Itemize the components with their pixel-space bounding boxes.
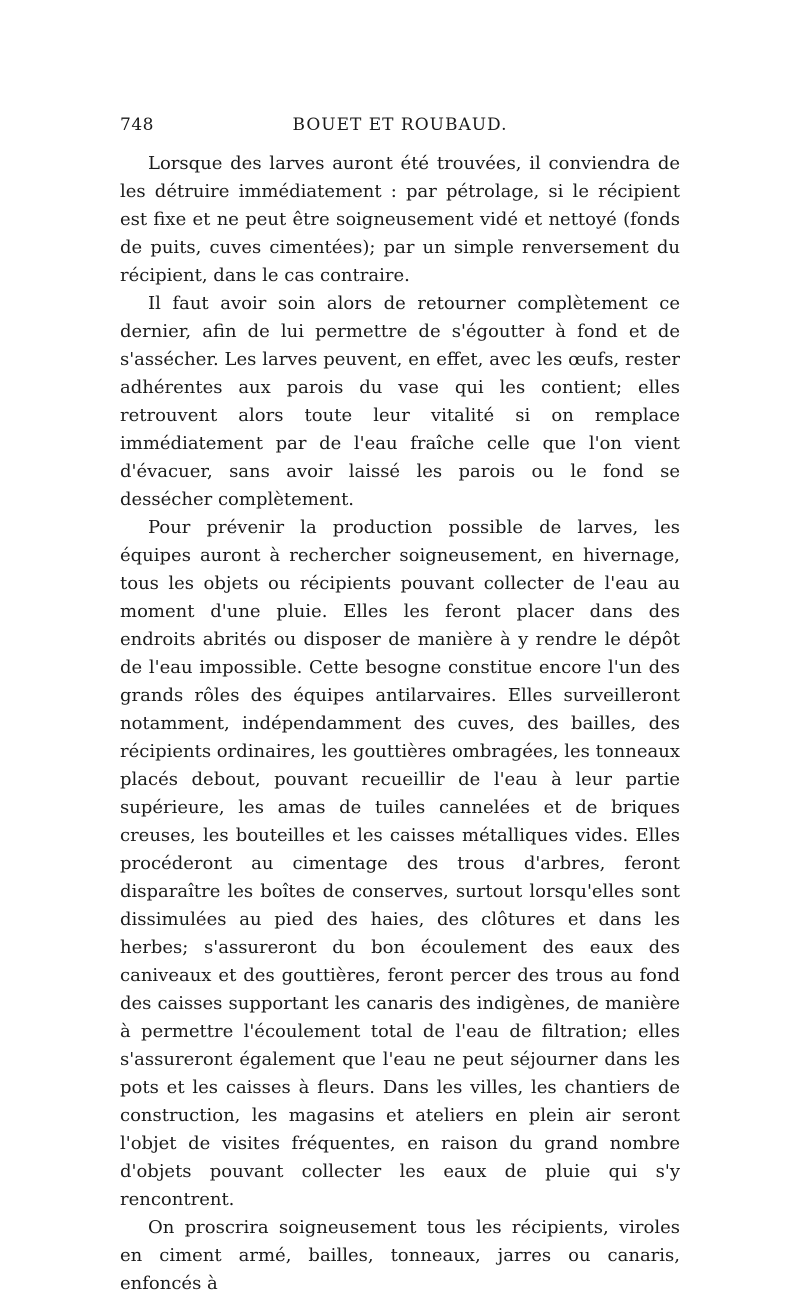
paragraph-3: Pour prévenir la production possible de larves, les équipes auront à rechercher soigneusement, en hivernage, tous les objets ou récipients pouvant collecter de l'eau au moment d'une pluie. Elles les feront placer dans des endroits abrités ou disposer de manière à y rendre le dépôt de l'eau impossible. Cette besogne constitue encore l'un des grands rôles des équipes antilarvaires. Elles surveilleront notamment, indépendamment des cuves, des bailles, des récipients ordinaires, les gouttières ombragées, les tonneaux placés debout, pouvant recueillir de l'eau à leur partie supérieure, les amas de tuiles cannelées et de briques creuses, les bouteilles et les caisses métalliques vides. Elles procéderont au cimentage des trous d'arbres, feront disparaître les boîtes de conserves, surtout lorsqu'elles sont dissimulées au pied des haies, des clôtures et dans les herbes; s'assureront du bon écoulement des eaux des caniveaux et des gouttières, feront percer des trous au fond des caisses supportant les canaris des indigènes, de manière à permettre l'écoulement total de l'eau de filtration; elles s'assureront également que l'eau ne peut séjourner dans les pots et les caisses à fleurs. Dans les villes, les chantiers de construction, les magasins et ateliers en plein air seront l'objet de visites fréquentes, en raison du grand nombre d'objets pouvant collecter les eaux de pluie qui s'y rencontrent. bbox=[120, 517, 680, 1210]
paragraph-1: Lorsque des larves auront été trouvées, il conviendra de les détruire immédiatement : par pétrolage, si le récipient est fixe et ne peut être soigneusement vidé et nettoyé (fonds de puits, cuves cimentées); par un simple renversement du récipient, dans le cas contraire. bbox=[120, 153, 680, 286]
running-head: BOUET ET ROUBAUD. bbox=[292, 115, 508, 135]
page-header bbox=[120, 115, 680, 145]
paragraph-2: Il faut avoir soin alors de retourner complètement ce dernier, afin de lui permettre de s'égoutter à fond et de s'assécher. Les larves peuvent, en effet, avec les œufs, rester adhérentes aux parois du vase qui les contient; elles retrouvent alors toute leur vitalité si on remplace immédiatement par de l'eau fraîche celle que l'on vient d'évacuer, sans avoir laissé les parois ou le fond se dessécher complètement. bbox=[120, 293, 680, 510]
body-text bbox=[120, 150, 680, 1298]
page-number: 748 bbox=[120, 115, 154, 135]
paragraph-4: On proscrira soigneusement tous les récipients, viroles en ciment armé, bailles, tonneaux, jarres ou canaris, enfoncés à bbox=[120, 1217, 680, 1294]
